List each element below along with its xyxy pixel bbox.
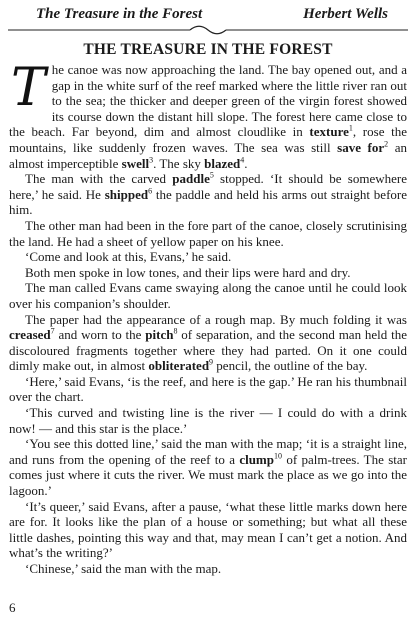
text-run: the paddle and held his arms out straight before him. <box>9 186 408 218</box>
text-run: ‘Here,’ said Evans, ‘is the reef, and here is the gap.’ He ran his thumbnail over the chart. <box>9 373 407 405</box>
text-run: The man called Evans came swaying along the canoe until he could look over his companion’s shoulder. <box>9 280 407 311</box>
text-run: , rose the mountains, like suddenly frozen waves. The sea was still <box>9 124 408 155</box>
glossary-term: save for <box>337 139 385 155</box>
footnote-marker: 1 <box>348 124 353 134</box>
text-run: and worn to the <box>54 327 146 343</box>
paragraph <box>9 374 407 405</box>
text-run: Both men spoke in low tones, and their lips were hard and dry. <box>25 264 351 280</box>
glossary-term: clump <box>239 451 274 467</box>
text-run: . <box>244 155 248 171</box>
drop-cap: T <box>11 58 46 118</box>
paragraph <box>9 58 408 171</box>
text-run: ‘Chinese,’ said the man with the map. <box>25 561 222 576</box>
chapter-title: THE TREASURE IN THE FOREST <box>83 41 333 58</box>
text-run: ‘You see this dotted line,’ said the man with the map; ‘it is a straight line, and runs from the opening of the reef to a <box>9 436 407 467</box>
text-run: ‘This curved and twisting line is the river — I could do with a drink now! — and this star is the place.’ <box>9 405 407 436</box>
glossary-term: swell <box>121 155 150 171</box>
footnote-marker: 2 <box>384 139 389 149</box>
paragraph <box>9 499 407 561</box>
text-run: he canoe was now approaching the land. The bay opened out, and a gap in the white surf of the reef marked where the little river ran out to the sea; the thicker and deeper green of the virgin forest showed its course down the distant hill slope. The forest here came close to the beach. Far beyond, dim and almost cloudlike in <box>9 62 407 140</box>
body-text <box>9 58 408 577</box>
paragraph <box>9 280 407 311</box>
page-number: 6 <box>9 600 16 615</box>
paragraph <box>9 171 407 218</box>
paragraph <box>9 405 407 436</box>
text-run: of palm-trees. The star comes just where it cuts the river. We must mark the place as we go into the lagoon.’ <box>9 451 407 499</box>
paragraph <box>9 249 407 265</box>
running-header-title: The Treasure in the Forest <box>36 6 203 22</box>
running-header <box>36 4 388 26</box>
text-run: The other man had been in the fore part of the canoe, closely scrutinising the land. He had a sheet of yellow paper on his knee. <box>9 217 407 249</box>
footnote-marker: 5 <box>209 170 214 180</box>
text-run: The man with the carved <box>25 171 173 187</box>
text-run: an almost imperceptible <box>9 139 407 171</box>
footnote-marker: 6 <box>148 186 153 196</box>
paragraph <box>9 436 407 498</box>
text-run: pencil, the outline of the bay. <box>213 358 368 374</box>
paragraph <box>9 561 407 577</box>
glossary-term: pitch <box>145 327 174 343</box>
text-run: ‘It’s queer,’ said Evans, after a pause, ‘what these little marks down here are for. It looks like the plan of a house or something; but what all these little dashes, pointing this way and that, may mean I can’t get a notion. And what’s the writing?’ <box>9 498 407 561</box>
glossary-term: shipped <box>104 186 149 202</box>
text-run: The paper had the appearance of a rough map. By much folding it was <box>25 311 407 327</box>
glossary-term: texture <box>309 124 349 140</box>
paragraph <box>9 312 407 374</box>
paragraph <box>9 218 407 249</box>
glossary-term: blazed <box>204 155 241 171</box>
footnote-marker: 7 <box>50 326 55 336</box>
footnote-marker: 3 <box>149 155 154 165</box>
footnote-marker: 9 <box>209 357 214 367</box>
glossary-term: creased <box>9 327 51 343</box>
footnote-marker: 8 <box>173 326 178 336</box>
glossary-term: paddle <box>172 171 210 187</box>
text-run: of separation, and the second man held the discoloured fragments together where they had parted. On it one could dimly make out, in almost <box>9 327 407 374</box>
header-ornamental-rule <box>8 25 408 35</box>
footnote-marker: 4 <box>240 155 245 165</box>
paragraph <box>9 265 407 281</box>
text-run: ‘Come and look at this, Evans,’ he said. <box>25 249 232 265</box>
running-header-author: Herbert Wells <box>303 6 388 22</box>
text-run: . The sky <box>153 155 205 171</box>
footnote-marker: 10 <box>273 451 282 461</box>
glossary-term: obliterated <box>148 358 210 374</box>
text-run: stopped. ‘It should be somewhere here,’ he said. He <box>9 171 407 202</box>
